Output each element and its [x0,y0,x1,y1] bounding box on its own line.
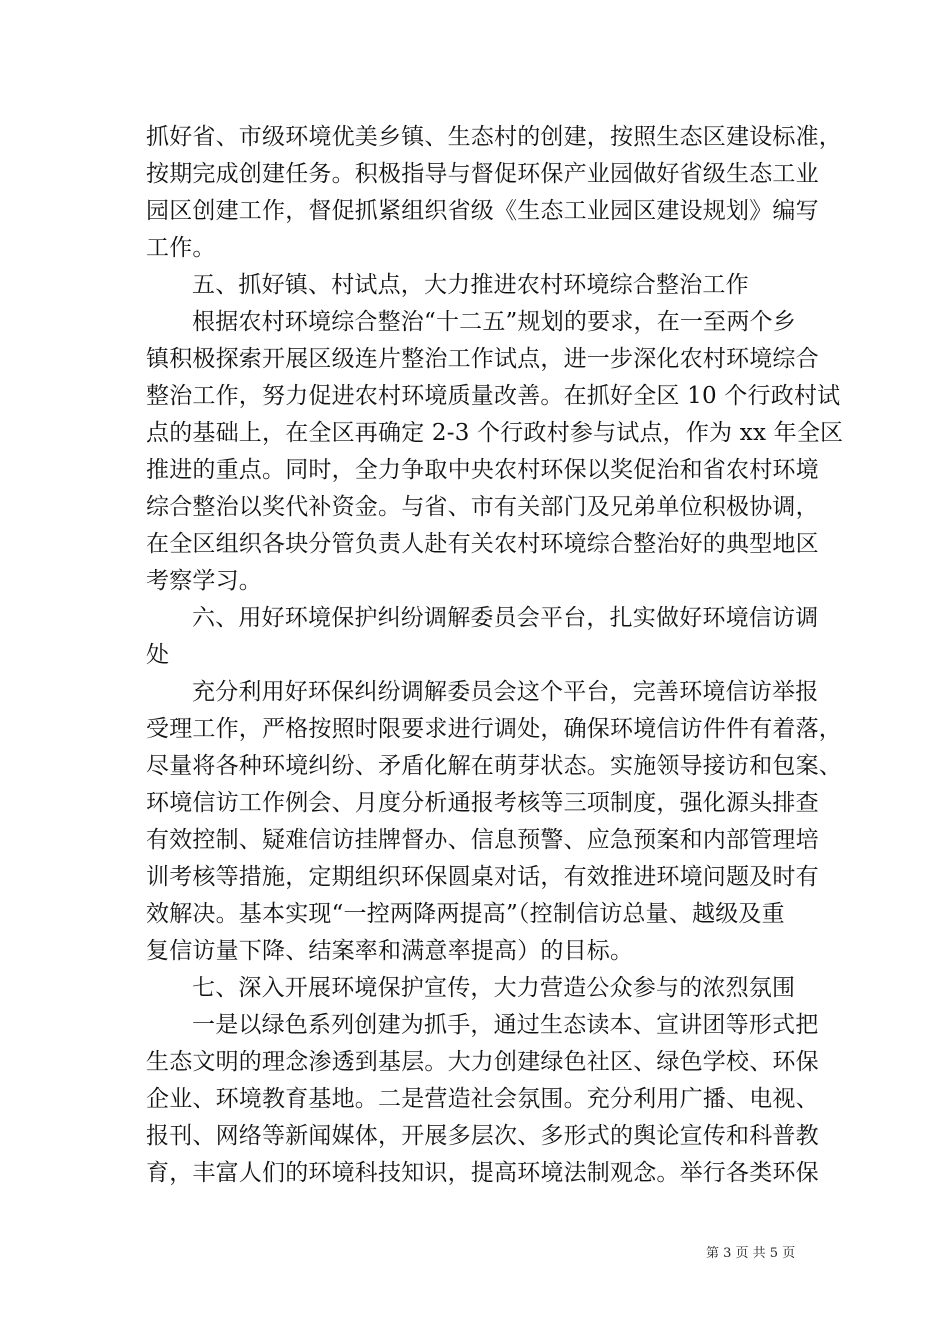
text-line: 一是以绿色系列创建为抓手，通过生态读本、宣讲团等形式把 [192,1012,819,1038]
section-heading-continuation: 处 [146,642,170,668]
text-line: 综合整治以奖代补资金。与省、市有关部门及兄弟单位积极协调， [146,494,819,520]
text-line: 尽量将各种环境纠纷、矛盾化解在萌芽状态。实施领导接访和包案、 [146,753,842,779]
text-line: 育，丰富人们的环境科技知识，提高环境法制观念。举行各类环保 [146,1160,819,1186]
text-line: 园区创建工作，督促抓紧组织省级《生态工业园区建设规划》编写 [146,198,819,224]
text-line: 按期完成创建任务。积极指导与督促环保产业园做好省级生态工业 [146,161,819,187]
text-line: 复信访量下降、结案率和满意率提高）的目标。 [146,938,634,964]
text-line: 考察学习。 [146,568,262,594]
page-number: 第 3 页 共 5 页 [706,1246,796,1261]
text-line: 生态文明的理念渗透到基层。大力创建绿色社区、绿色学校、环保 [146,1049,819,1075]
text-line: 工作。 [146,235,216,261]
text-line: 效解决。基本实现“一控两降两提高”（控制信访总量、越级及重 [146,901,785,927]
text-line: 镇积极探索开展区级连片整治工作试点，进一步深化农村环境综合 [146,346,819,372]
text-line: 环境信访工作例会、月度分析通报考核等三项制度，强化源头排查 [146,790,819,816]
text-line: 企业、环境教育基地。二是营造社会氛围。充分利用广播、电视、 [146,1086,819,1112]
text-line: 在全区组织各块分管负责人赴有关农村环境综合整治好的典型地区 [146,531,819,557]
section-heading: 五、抓好镇、村试点，大力推进农村环境综合整治工作 [192,272,749,298]
text-line: 有效控制、疑难信访挂牌督办、信息预警、应急预案和内部管理培 [146,827,819,853]
text-line: 推进的重点。同时，全力争取中央农村环保以奖促治和省农村环境 [146,457,819,483]
text-line: 根据农村环境综合整治“十二五”规划的要求，在一至两个乡 [192,309,796,335]
text-line: 抓好省、市级环境优美乡镇、生态村的创建，按照生态区建设标准， [146,124,842,150]
text-line: 充分利用好环保纠纷调解委员会这个平台，完善环境信访举报 [192,679,819,705]
text-line: 报刊、网络等新闻媒体，开展多层次、多形式的舆论宣传和科普教 [146,1123,819,1149]
text-line: 点的基础上，在全区再确定 2-3 个行政村参与试点，作为 xx 年全区 [146,420,844,446]
text-line: 训考核等措施，定期组织环保圆桌对话，有效推进环境问题及时有 [146,864,819,890]
text-line: 整治工作，努力促进农村环境质量改善。在抓好全区 10 个行政村试 [146,383,841,409]
section-heading: 六、用好环境保护纠纷调解委员会平台，扎实做好环境信访调 [192,605,819,631]
section-heading: 七、深入开展环境保护宣传，大力营造公众参与的浓烈氛围 [192,975,796,1001]
text-line: 受理工作，严格按照时限要求进行调处，确保环境信访件件有着落， [146,716,842,742]
